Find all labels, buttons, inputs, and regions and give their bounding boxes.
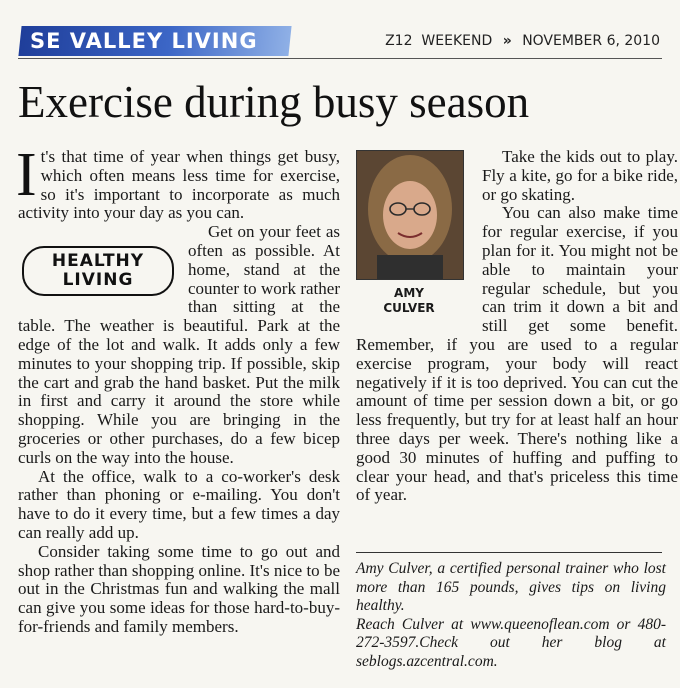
paragraph-office: At the office, walk to a co-worker's desk rather than phoning or e-mailing. You don't have to do it every time, but a few times a day can really add up. — [18, 466, 340, 542]
drop-cap: I — [16, 141, 37, 209]
bio-rule — [356, 552, 662, 553]
caption-last-name: CULVER — [383, 301, 435, 315]
healthy-living-logo — [18, 238, 188, 300]
separator-glyph: » — [502, 33, 512, 49]
section-title: SE VALLEY LIVING — [30, 29, 258, 53]
article-column-2 — [356, 148, 678, 505]
page-number: Z12 — [385, 33, 413, 49]
author-photo — [356, 150, 464, 280]
paragraph-shopping: Consider taking some time to go out and shop rather than shopping online. It's nice to be out in the Christmas fun and walking the mall can give you some ideas for those hard-to-buy-for-friends and family members. — [18, 541, 340, 636]
caption-first-name: AMY — [394, 286, 424, 300]
author-bio — [356, 560, 666, 671]
portrait-image — [357, 151, 463, 279]
author-caption — [356, 286, 462, 316]
logo-badge — [22, 246, 174, 296]
paragraph-schedule: You can also make time for regular exercise, if you plan for it. You might not be able to maintain your regular schedule, but you can trim it down a bit and still get some benefit. Remember, if you are used to a regular exercise program, your body will react negatively if it is too deprived. You can cut the amount of time per session down a bit, or go less frequently, but try for at least half an hour three days per week. There's nothing like a good 30 minutes of huffing and puffing to clear your head, and that's priceless this time of year. — [356, 203, 678, 505]
article-headline: Exercise during busy season — [18, 77, 530, 127]
paragraph-intro: t's that time of year when things get busy, which often means less time for exercise, so it's important to incorporate as much activity into your day as you can. — [18, 147, 340, 223]
header-rule — [18, 58, 662, 59]
article-column-1 — [16, 141, 340, 637]
logo-line-1: HEALTHY — [51, 251, 145, 271]
issue-date: NOVEMBER 6, 2010 — [522, 33, 660, 49]
edition-label: WEEKEND — [421, 33, 493, 49]
paragraph-feet: Get on your feet as often as possible. At home, stand at the counter to work rather than sitting at the table. The weather is beautiful. Park at the edge of the lot and walk. It adds only a few minutes to your shopping trip. If possible, skip the cart and grab the hand basket. Put the milk in first and carry it around the store while shopping. While you are bringing in the groceries or other purchases, do a few bicep curls on the way into the house. — [18, 222, 340, 467]
bio-contact: Reach Culver at www.queenoflean.com or 480-272-3597.Check out her blog at seblogs.azcentral.com. — [356, 615, 666, 670]
paragraph-kids: Take the kids out to play. Fly a kite, go for a bike ride, or go skating. — [482, 147, 678, 204]
bio-description: Amy Culver, a certified personal trainer who lost more than 165 pounds, gives tips on living healthy. — [356, 560, 666, 614]
author-photo-block — [356, 148, 468, 326]
page-info — [384, 33, 660, 49]
logo-line-2: LIVING — [62, 270, 134, 290]
